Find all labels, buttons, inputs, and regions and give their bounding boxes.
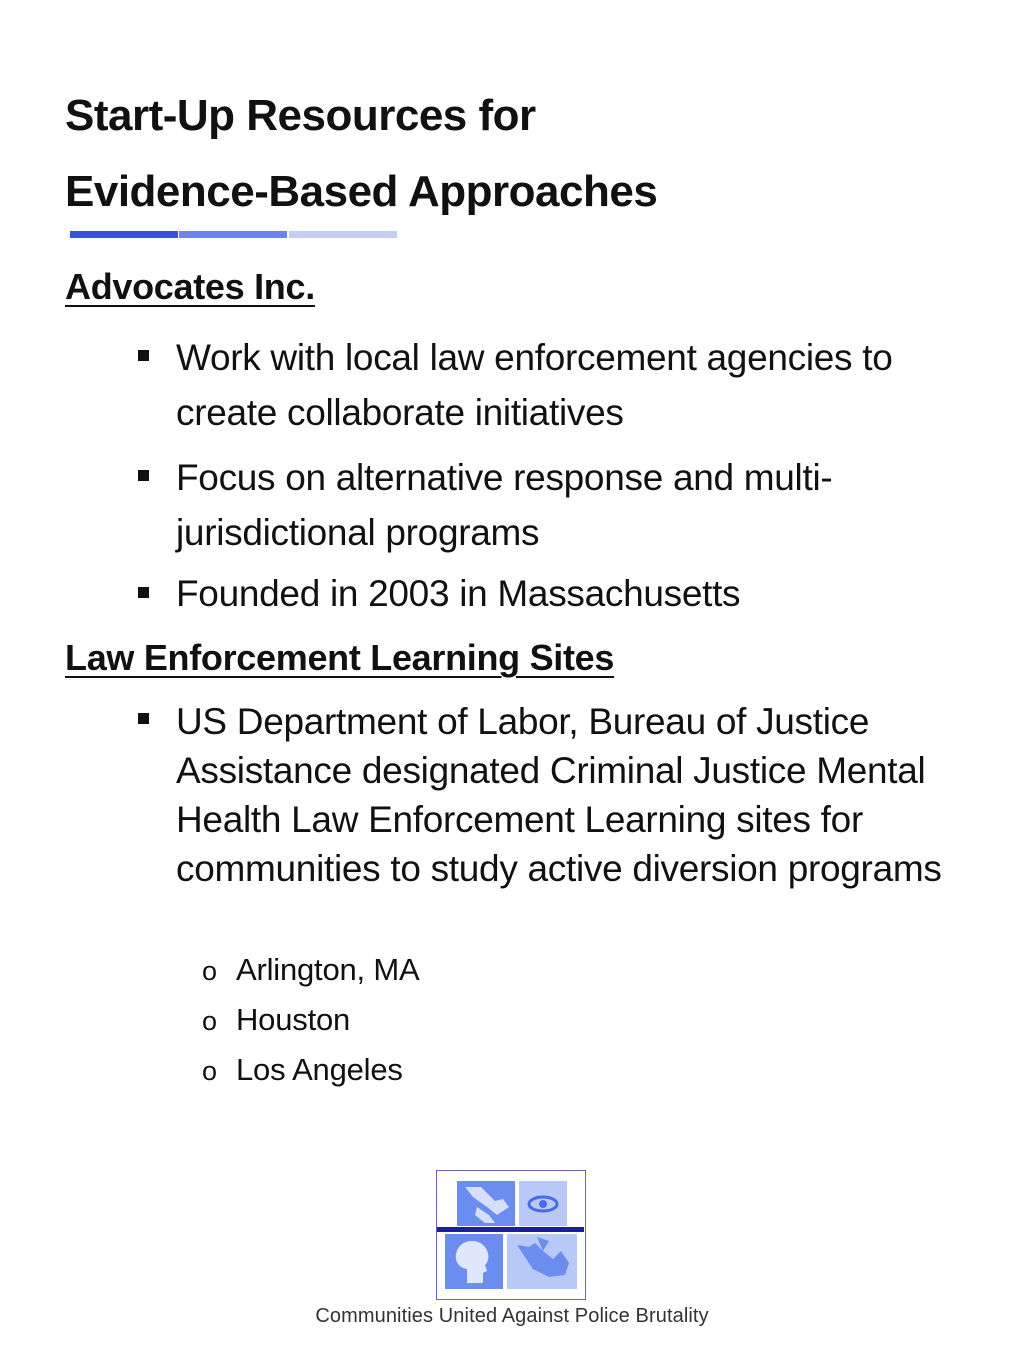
bullet-item [176,697,966,893]
bullet-item [176,330,976,440]
circle-bullet-icon: o [202,1006,217,1036]
sub-item-text: Arlington, MA [236,952,420,987]
organization-name: Communities United Against Police Brutality [315,1305,709,1327]
circle-bullet-icon: o [202,956,217,986]
square-bullet-icon [138,470,149,481]
title-accent-divider [70,231,397,238]
sub-item-text: Houston [236,1002,351,1037]
sub-list-item [202,950,420,990]
accent-segment-mid [179,231,287,238]
circle-bullet-icon: o [202,1056,217,1086]
bullet-text: Founded in 2003 in Massachusetts [176,573,741,614]
square-bullet-icon [138,713,149,724]
page-title [65,78,657,230]
bullet-item [176,450,976,560]
page-title-line-2: Evidence-Based Approaches [65,167,658,216]
logo-graphic [437,1171,584,1298]
bullet-text: Work with local law enforcement agencies to create collaborate initiatives [176,337,893,433]
section-heading-learning-sites: Law Enforcement Learning Sites [65,637,615,678]
square-bullet-icon [138,350,149,361]
bullet-item [176,570,976,618]
community-hands-logo-icon [436,1170,586,1300]
sub-list-item [202,1050,403,1090]
accent-segment-light [289,231,397,238]
section-heading-advocates: Advocates Inc. [65,266,315,307]
bullet-text: US Department of Labor, Bureau of Justice Assistance designated Criminal Justice Mental Health Law Enforcement Learning sites for communities to study active diversion programs [176,701,942,889]
sub-item-text: Los Angeles [236,1052,403,1087]
sub-list-item [202,1000,351,1040]
page-title-line-1: Start-Up Resources for [65,91,536,140]
square-bullet-icon [138,587,149,598]
bullet-text: Focus on alternative response and multi-jurisdictional programs [176,457,833,553]
accent-segment-dark [70,231,178,238]
